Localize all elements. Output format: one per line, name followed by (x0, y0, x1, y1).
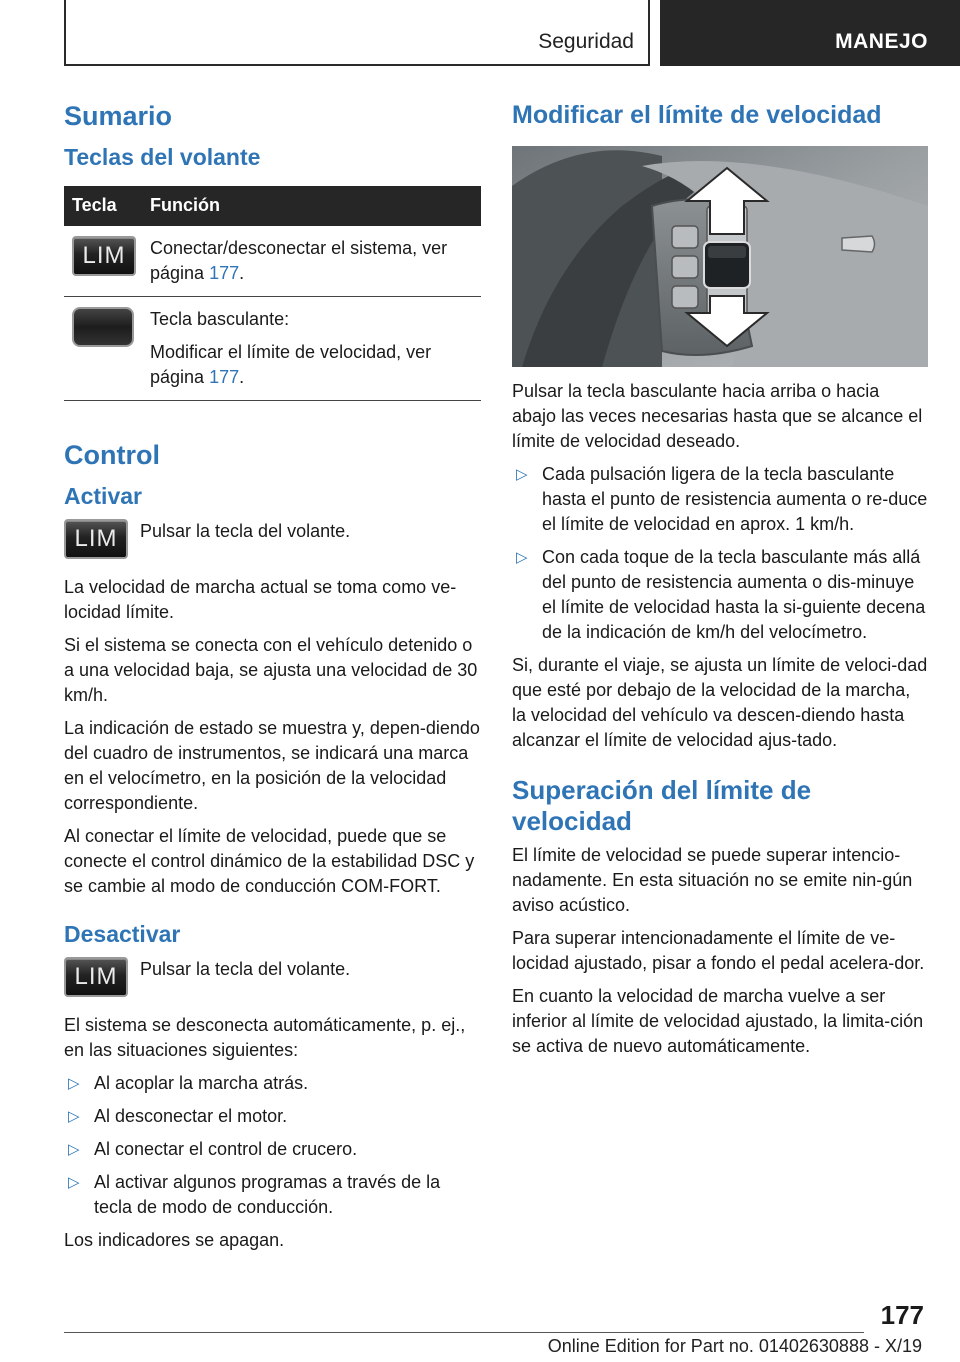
subsection-title-keys: Teclas del volante (64, 144, 261, 171)
lim-key-icon: LIM (72, 236, 136, 276)
section-title-exceed: Superación del límite de velocidad (512, 775, 812, 837)
header-chapter-title: MANEJO (835, 30, 928, 53)
section-title-modify: Modificar el límite de velocidad (512, 101, 882, 129)
left-column (64, 100, 481, 1261)
body-paragraph: En cuanto la velocidad de marcha vuelve a ser inferior al límite de velocidad ajustado, la limita-ción se activa de nuevo automáticamente. (512, 986, 924, 1057)
right-column (512, 100, 928, 1067)
body-paragraph: Para superar intencionadamente el límite de ve-locidad ajustado, pisar a fondo el pedal acelera-dor. (512, 928, 925, 974)
page-number: 177 (880, 1300, 924, 1330)
triangle-bullet-icon: ▷ (68, 1074, 80, 1092)
page-link[interactable]: 177 (209, 366, 240, 387)
keys-table-header (64, 186, 481, 226)
table-row (64, 296, 481, 400)
footer-divider (64, 1332, 864, 1333)
list-item: ▷ Al acoplar la marcha atrás. (64, 1071, 481, 1096)
body-paragraph: Si el sistema se conecta con el vehículo detenido o a una velocidad baja, se ajusta una velocidad de 30 km/h. (64, 634, 478, 705)
steering-wheel-rocker-illustration (512, 146, 928, 367)
subsection-title-activar: Activar (64, 483, 142, 510)
body-paragraph: Los indicadores se apagan. (64, 1229, 285, 1250)
triangle-bullet-icon: ▷ (516, 466, 528, 483)
row-function-text: Conectar/desconectar el sistema, ver página 177. (150, 237, 448, 283)
col-header-function: Función (142, 186, 481, 226)
lim-key-icon: LIM (64, 519, 128, 559)
body-paragraph: El límite de velocidad se puede superar intencio-nadamente. En esta situación no se emite nin-gún aviso acústico. (512, 845, 913, 916)
section-title-sumario: Sumario (64, 101, 173, 131)
activar-key-instruction: LIM Pulsar la tecla del volante. (64, 519, 481, 565)
header-section-box (64, 0, 650, 66)
row-function-text: Modificar el límite de velocidad, ver página 177. (150, 341, 432, 387)
triangle-bullet-icon: ▷ (68, 1173, 80, 1191)
list-item: ▷ Cada pulsación ligera de la tecla basculante hasta el punto de resistencia aumenta o re-duce el límite de velocidad en aprox. 1 km/h. (516, 464, 928, 534)
footer-edition-text: Online Edition for Part no. 01402630888 - X/19 (547, 1336, 922, 1356)
body-paragraph: La indicación de estado se muestra y, depen-diendo del cuadro de instrumentos, se indicará una marca en el velocímetro, en la posición de la velocidad correspondiente. (64, 717, 480, 813)
body-paragraph: Si, durante el viaje, se ajusta un límite de veloci-dad que esté por debajo de la velocidad de la marcha, la velocidad del vehículo va descen-diendo hasta alcanzar el límite de velocidad ajus-tado. (512, 655, 928, 750)
body-paragraph: La velocidad de marcha actual se toma como ve-locidad límite. (64, 576, 457, 622)
list-item: ▷ Con cada toque de la tecla basculante más allá del punto de resistencia aumenta o dis-minuye el límite de velocidad hasta la si-guiente decena de la indicación de km/h del velocímetro. (516, 547, 926, 642)
desactivar-key-instruction: LIM Pulsar la tecla del volante. (64, 957, 481, 1003)
table-row (64, 226, 481, 297)
keys-table (64, 186, 481, 401)
row-function-label: Tecla basculante: (150, 308, 290, 329)
lim-key-icon: LIM (64, 957, 128, 997)
header-chapter-tab (660, 0, 960, 66)
body-paragraph: Al conectar el límite de velocidad, puede que se conecte el control dinámico de la estabilidad DSC y se cambie al modo de conducción COM-FORT. (64, 825, 475, 896)
triangle-bullet-icon: ▷ (68, 1140, 80, 1158)
triangle-bullet-icon: ▷ (516, 549, 528, 566)
list-item: ▷ Al desconectar el motor. (64, 1104, 481, 1129)
triangle-bullet-icon: ▷ (68, 1107, 80, 1125)
body-paragraph: Pulsar la tecla basculante hacia arriba o hacia abajo las veces necesarias hasta que se alcance el límite de velocidad deseado. (512, 381, 923, 451)
deactivation-list (64, 1071, 481, 1220)
subsection-title-desactivar: Desactivar (64, 920, 181, 947)
col-header-key: Tecla (64, 186, 142, 226)
page-link[interactable]: 177 (209, 262, 240, 283)
section-title-control: Control (64, 439, 160, 470)
list-item: ▷ Al conectar el control de crucero. (64, 1137, 481, 1162)
rocker-switch-icon (72, 307, 134, 347)
list-item: ▷ Al activar algunos programas a través de la tecla de modo de conducción. (68, 1171, 441, 1217)
header-section-title: Seguridad (538, 30, 634, 53)
modify-list (512, 462, 928, 645)
body-paragraph: El sistema se desconecta automáticamente, p. ej., en las situaciones siguientes: (64, 1014, 466, 1060)
